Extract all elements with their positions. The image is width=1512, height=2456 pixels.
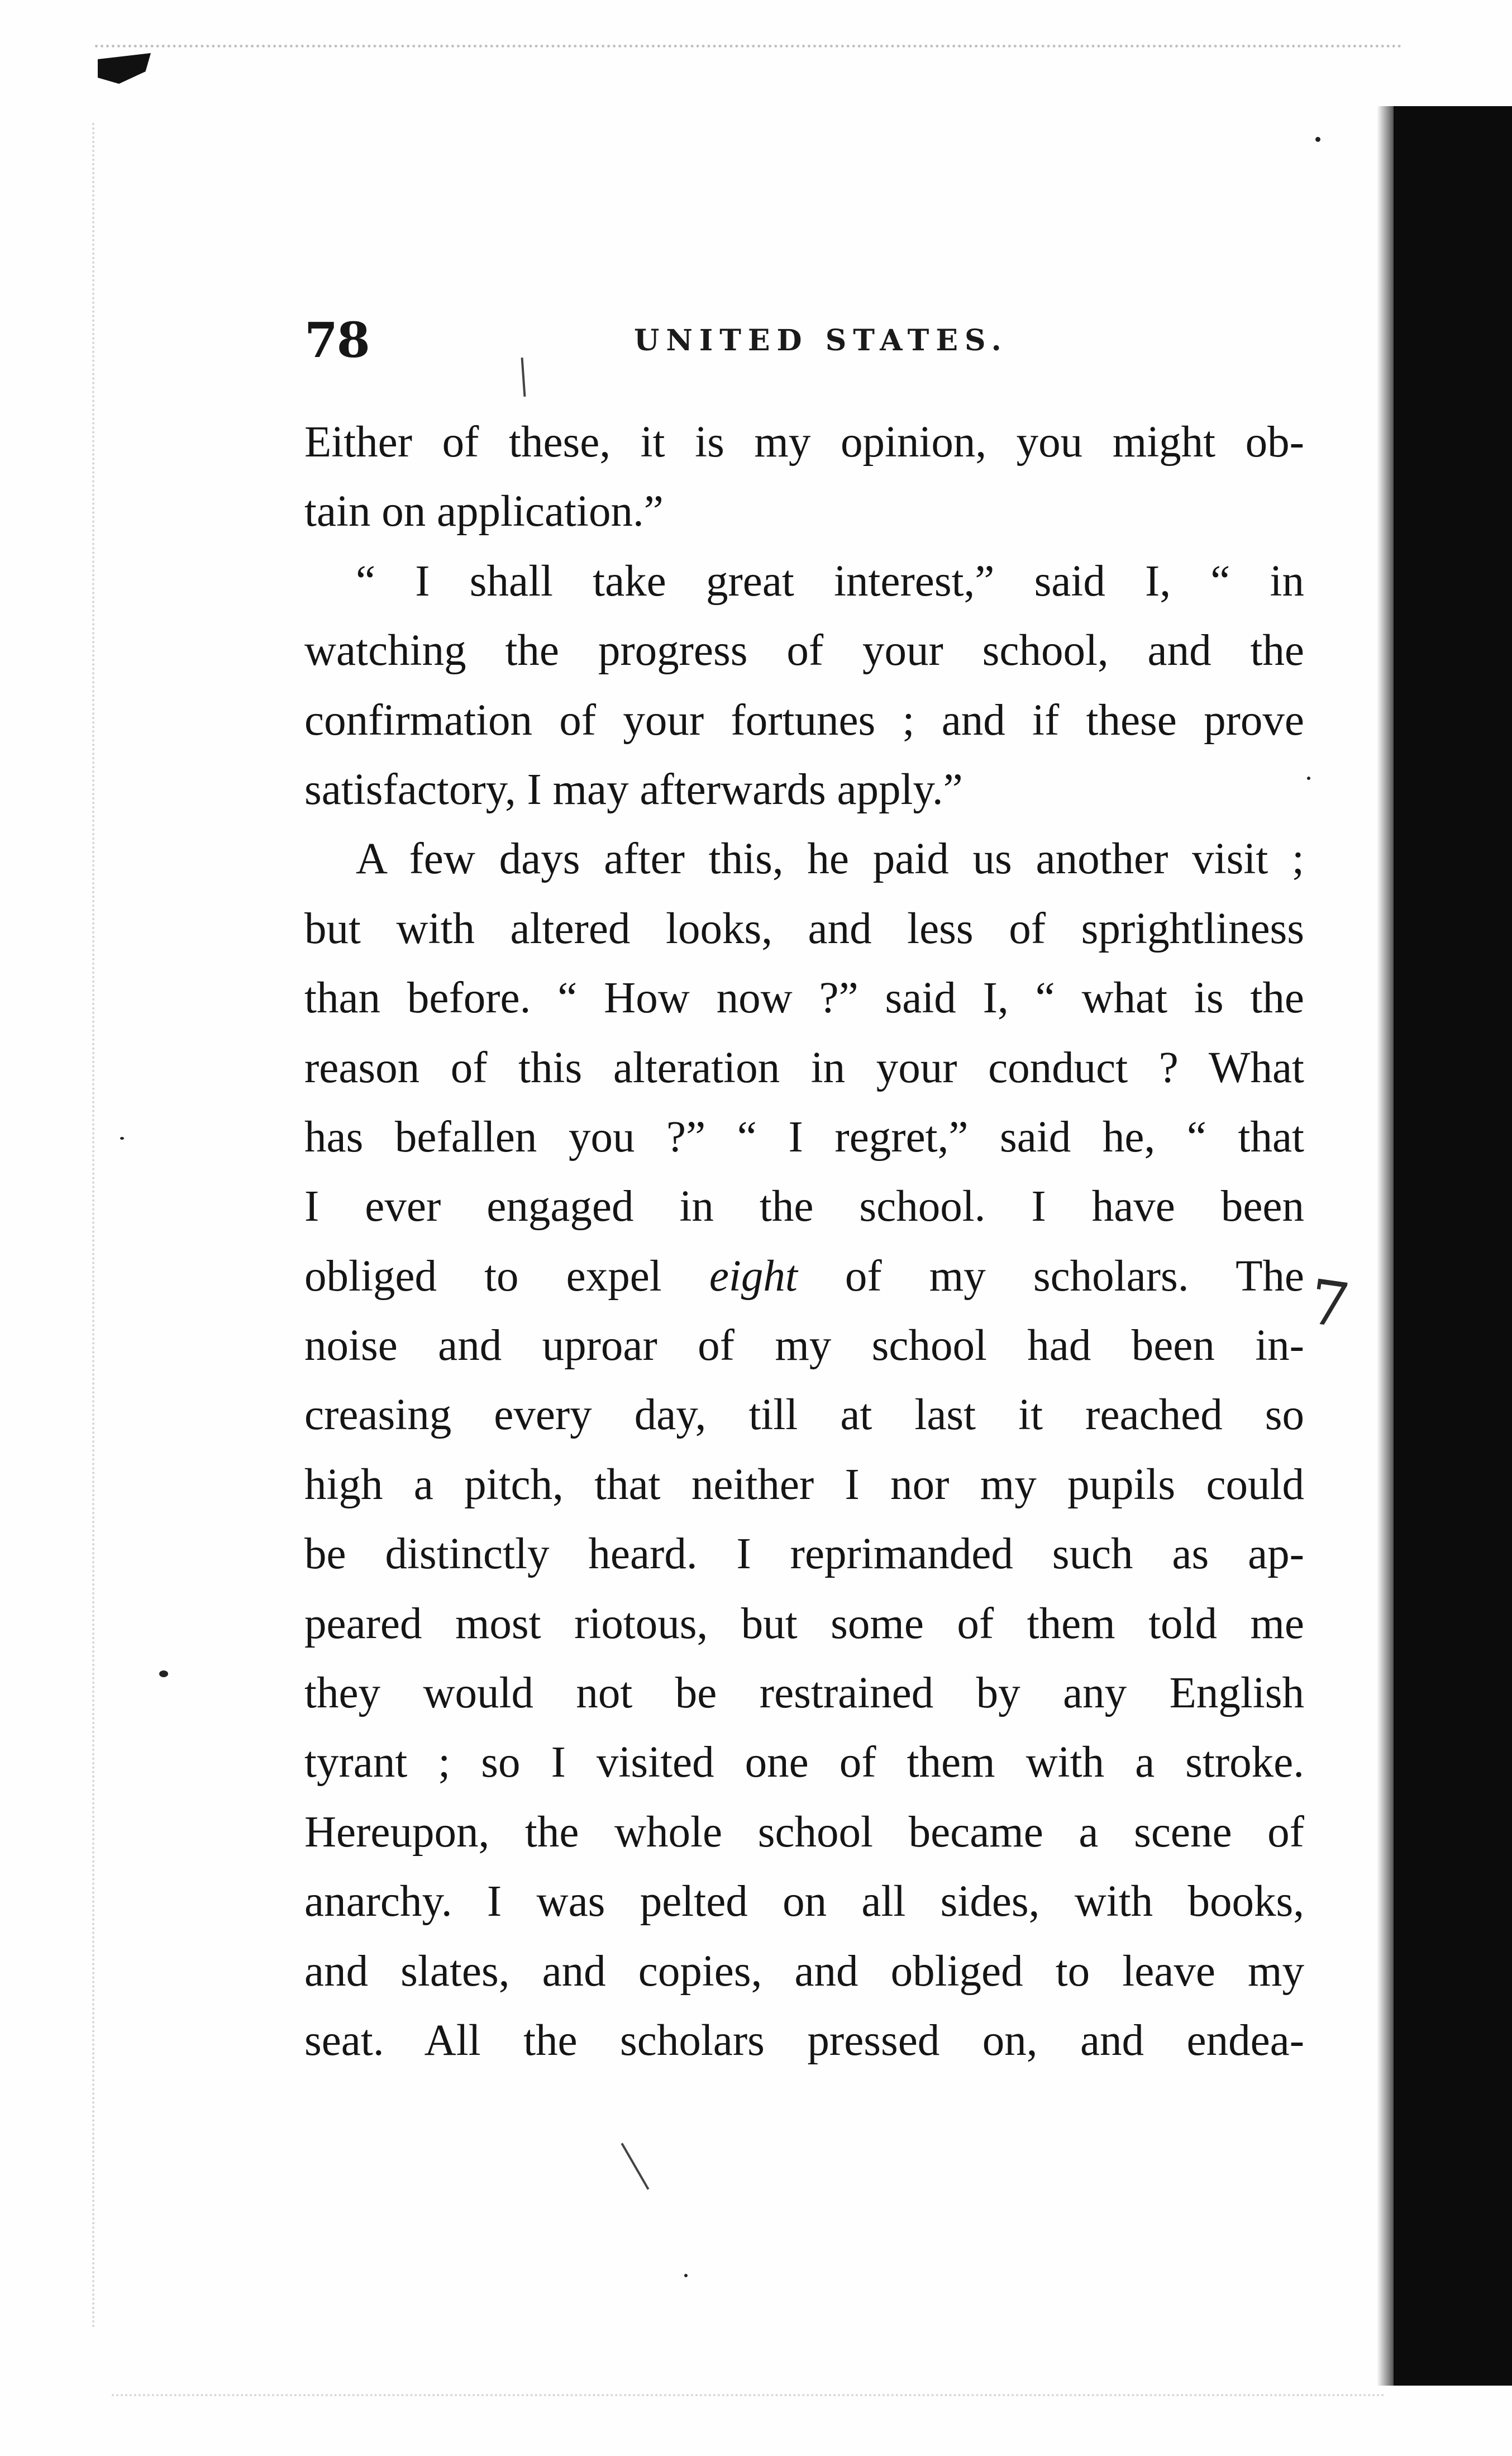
text-line: watching the progress of your school, and the bbox=[304, 626, 1304, 675]
text-line: but with altered looks, and less of sprightliness bbox=[304, 904, 1304, 953]
text-line: Either of these, it is my opinion, you might ob- bbox=[304, 418, 1304, 467]
scan-speck bbox=[120, 1137, 124, 1140]
running-head bbox=[304, 304, 1304, 377]
text-line: anarchy. I was pelted on all sides, with books, bbox=[304, 1877, 1304, 1926]
text-line: confirmation of your fortunes ; and if these prove bbox=[304, 696, 1304, 745]
text-line: tyrant ; so I visited one of them with a stroke. bbox=[304, 1738, 1304, 1787]
scan-speck bbox=[1315, 137, 1320, 142]
text-line: A few days after this, he paid us another visit ; bbox=[356, 835, 1304, 884]
scan-stroke bbox=[621, 2143, 650, 2190]
text-line: I ever engaged in the school. I have been bbox=[304, 1182, 1304, 1231]
body-text bbox=[304, 408, 1304, 2076]
text-line: high a pitch, that neither I nor my pupils could bbox=[304, 1460, 1304, 1509]
text-line: and slates, and copies, and obliged to leave my bbox=[304, 1946, 1304, 1996]
text-line: they would not be restrained by any English bbox=[304, 1669, 1304, 1718]
scan-edge-bottom bbox=[112, 2394, 1385, 2402]
text-line: “ I shall take great interest,” said I, “ in bbox=[356, 556, 1304, 606]
scan-edge-left bbox=[92, 123, 102, 2330]
text-line: has befallen you ?” “ I regret,” said he, “ that bbox=[304, 1112, 1304, 1162]
text-line: obliged to expel eight of my scholars. The bbox=[304, 1251, 1304, 1301]
text-line: creasing every day, till at last it reached so bbox=[304, 1391, 1304, 1440]
scan-edge-top bbox=[95, 45, 1402, 87]
text-line: seat. All the scholars pressed on, and endea- bbox=[304, 2016, 1304, 2065]
scan-speck bbox=[1307, 777, 1310, 780]
page-number: 78 bbox=[304, 312, 369, 369]
italic-word: eight bbox=[709, 1251, 798, 1301]
scan-speck bbox=[159, 1670, 168, 1677]
text-line: noise and uproar of my school had been in- bbox=[304, 1321, 1304, 1370]
text-line: peared most riotous, but some of them told me bbox=[304, 1599, 1304, 1648]
scan-speck bbox=[684, 2274, 688, 2277]
binding-gutter bbox=[1394, 106, 1512, 2386]
running-title: UNITED STATES. bbox=[634, 323, 1008, 358]
text-line: reason of this alteration in your conduct ? What bbox=[304, 1043, 1304, 1092]
text-line: than before. “ How now ?” said I, “ what is the bbox=[304, 974, 1304, 1023]
text-line: Hereupon, the whole school became a scene of bbox=[304, 1807, 1304, 1857]
text-line: satisfactory, I may afterwards apply.” bbox=[304, 765, 963, 814]
text-line: be distinctly heard. I reprimanded such as ap- bbox=[304, 1530, 1304, 1579]
text-line: tain on application.” bbox=[304, 487, 664, 536]
margin-annotation: 7 bbox=[1305, 1265, 1354, 1343]
